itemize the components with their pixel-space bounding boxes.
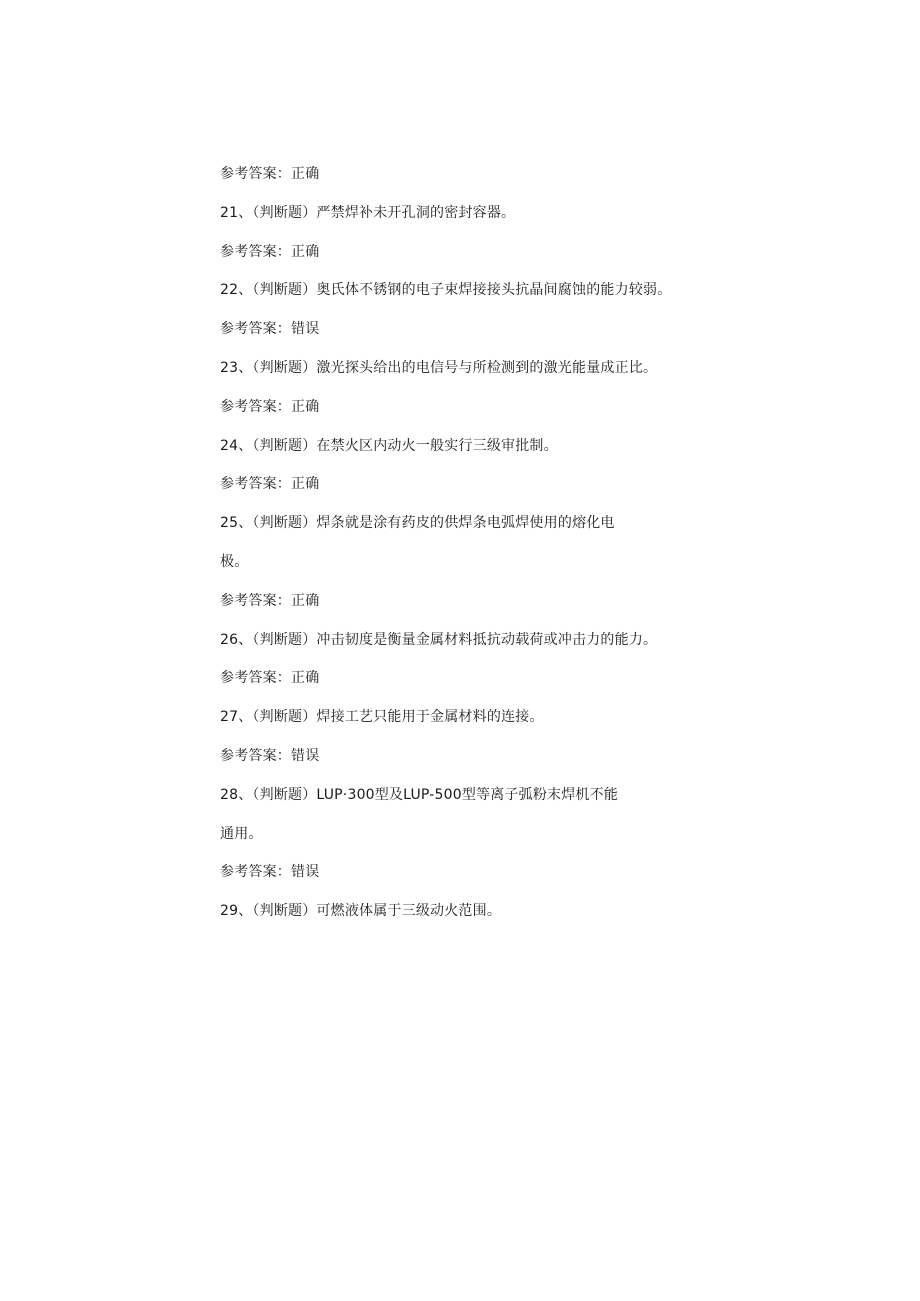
answer-line: 参考答案：错误 <box>220 864 320 881</box>
question-29: 29、（判断题）可燃液体属于三级动火范围。 <box>220 903 502 920</box>
question-24: 24、（判断题）在禁火区内动火一般实行三级审批制。 <box>220 437 558 454</box>
question-28: 28、（判断题）LUP·300型及LUP-500型等离子弧粉末焊机不能 <box>220 786 619 803</box>
question-26: 26、（判断题）冲击韧度是衡量金属材料抵抗动载荷或冲击力的能力。 <box>220 631 658 648</box>
answer-line: 参考答案：错误 <box>220 321 320 338</box>
answer-line: 参考答案：正确 <box>220 476 320 493</box>
answer-line: 参考答案：正确 <box>220 592 320 609</box>
answer-line: 参考答案：正确 <box>220 670 320 687</box>
answer-line: 参考答案：正确 <box>220 243 320 260</box>
question-21: 21、（判断题）严禁焊补未开孔洞的密封容器。 <box>220 204 516 221</box>
answer-line: 参考答案：正确 <box>220 398 320 415</box>
question-25: 25、（判断题）焊条就是涂有药皮的供焊条电弧焊使用的熔化电 <box>220 515 615 532</box>
question-23: 23、（判断题）激光探头给出的电信号与所检测到的激光能量成正比。 <box>220 359 658 376</box>
question-25-continuation: 极。 <box>220 553 249 570</box>
question-list <box>220 164 700 940</box>
question-28-continuation: 通用。 <box>220 825 263 842</box>
question-22: 22、（判断题）奥氏体不锈钢的电子束焊接接头抗晶间腐蚀的能力较弱。 <box>220 282 672 299</box>
answer-line: 参考答案：正确 <box>220 166 320 182</box>
question-27: 27、（判断题）焊接工艺只能用于金属材料的连接。 <box>220 709 544 726</box>
answer-line: 参考答案：错误 <box>220 747 320 764</box>
